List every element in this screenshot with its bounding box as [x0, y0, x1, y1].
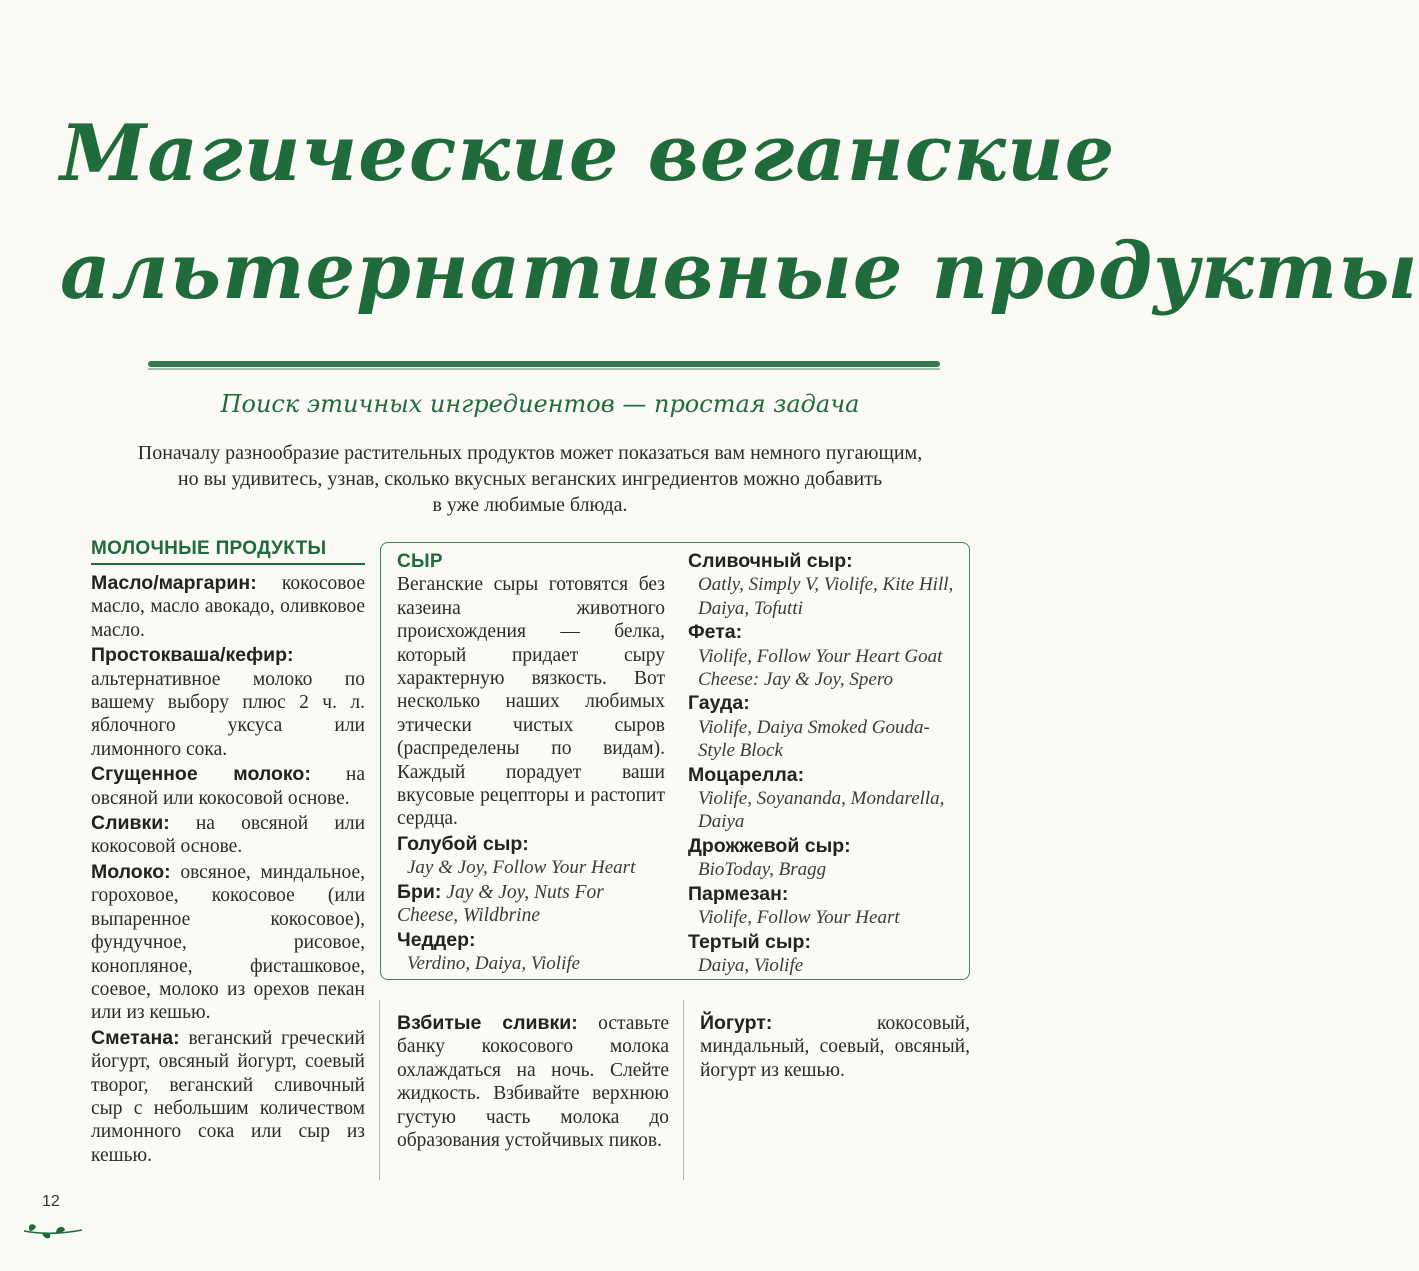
column-divider [379, 1000, 380, 1180]
title-underline-shadow [148, 368, 940, 370]
dairy-item-text: овсяное, миндальное, гороховое, кокосовое (или выпаренное кокосовое), фундучное, рисовое, конопляное, фисташковое, соевое, молоко из орехов пекан или из кешью. [91, 861, 365, 1024]
intro-line-2: но вы удивитесь, узнав, сколько вкусных веганских ингредиентов можно добавить [177, 468, 883, 490]
dairy-item-text: альтернативное молоко по вашему выбору плюс 2 ч. л. яблочного уксуса или лимонного сока. [91, 668, 365, 760]
dairy-item-label: Сметана: [91, 1026, 180, 1049]
cheese-intro: Веганские сыры готовятся без казеина животного происхождения — белка, который придает сыру характерную вязкость. Вот несколько наших любимых этически чистых сыров (распределены по видам). Каждый порадует ваши вкусовые рецепторы и растопит сердца. [397, 574, 665, 830]
cheese-label: Тертый сыр: [688, 930, 811, 953]
dairy-item-label: Молоко: [91, 860, 171, 883]
dairy-item-buttermilk [91, 644, 365, 761]
whipped-cream-text: оставьте банку кокосового молока охлаждаться на ночь. Слейте жидкость. Взбивайте верхнюю густую часть молока до образования устойчивых пиков. [397, 1013, 669, 1152]
cheese-brands: Violife, Soyananda, Mondarella, Daiya [698, 788, 945, 833]
dairy-item-sour-cream [91, 1027, 365, 1167]
cheese-entry-brie [397, 881, 665, 928]
cheese-entry-gouda [688, 692, 958, 762]
cheese-entry-yeast [688, 835, 958, 882]
cheese-entry-mozzarella [688, 764, 958, 834]
cheese-brands: Violife, Follow Your Heart [698, 907, 900, 929]
whipped-cream-section [397, 1012, 669, 1152]
cheese-brands: Daiya, Violife [698, 954, 804, 976]
dairy-item-text: на овсяной или кокосовой основе. [91, 813, 366, 858]
cheese-label: Бри: [397, 880, 442, 903]
dairy-item-milk [91, 861, 365, 1025]
title-underline [148, 361, 940, 367]
cheese-label: Фета: [688, 621, 743, 644]
cheese-right-column [688, 550, 958, 978]
cheese-brands: Verdino, Daiya, Violife [407, 952, 581, 974]
cheese-entry-parmesan [688, 883, 958, 930]
cheese-brands: Jay & Joy, Follow Your Heart [407, 857, 636, 879]
dairy-item-label: Сливки: [91, 812, 170, 835]
title-line-1: Магические веганские [60, 108, 1116, 199]
cheese-brands: Oatly, Simply V, Violife, Kite Hill, Daiya, Tofutti [698, 574, 954, 619]
dairy-item-label: Масло/маргарин: [91, 572, 257, 594]
intro-paragraph [80, 440, 980, 518]
page-number: 12 [42, 1193, 60, 1210]
cheese-label: Пармезан: [688, 882, 789, 905]
page-title [60, 95, 1419, 331]
dairy-item-butter [91, 572, 365, 642]
yogurt-label: Йогурт: [700, 1012, 773, 1034]
cheese-entry-grated [688, 931, 958, 978]
cheese-entry-blue [397, 833, 665, 880]
cheese-brands: Violife, Follow Your Heart Goat Cheese: Jay & Joy, Spero [698, 645, 943, 691]
cheese-brands: BioToday, Bragg [698, 859, 827, 881]
cheese-entry-feta [688, 621, 958, 691]
intro-line-3: в уже любимые блюда. [432, 494, 628, 516]
subtitle: Поиск этичных ингредиентов — простая задача [220, 390, 860, 418]
dairy-item-text: веганский греческий йогурт, овсяный йогурт, соевый творог, веганский сливочный сыр с небольшим количеством лимонного сока или сыр из кешью. [91, 1027, 365, 1166]
dairy-item-condensed-milk [91, 763, 365, 810]
column-divider [683, 1000, 684, 1180]
dairy-item-label: Сгущенное молоко: [91, 763, 311, 786]
dairy-heading: МОЛОЧНЫЕ ПРОДУКТЫ [91, 538, 327, 559]
dairy-item-text: на овсяной или кокосовой основе. [91, 764, 365, 809]
cheese-left-column [397, 550, 665, 976]
cheese-label: Чеддер: [397, 928, 476, 951]
cheese-label: Гауда: [688, 692, 750, 715]
dairy-item-cream [91, 812, 365, 859]
cheese-label: Моцарелла: [688, 763, 805, 786]
cheese-label: Сливочный сыр: [688, 550, 853, 572]
leaf-vine-icon [22, 1218, 84, 1242]
cheese-label: Дрожжевой сыр: [688, 834, 851, 857]
cheese-brands: Violife, Daiya Smoked Gouda-Style Block [698, 716, 930, 762]
yogurt-section [700, 1012, 970, 1082]
dairy-item-text: кокосовое масло, масло авокадо, оливковое масло. [91, 573, 365, 641]
whipped-cream-label: Взбитые сливки: [397, 1012, 578, 1034]
title-line-2: альтернативные продукты [60, 226, 1419, 317]
dairy-item-label: Простокваша/кефир: [91, 644, 294, 667]
cheese-entry-cheddar [397, 929, 665, 976]
dairy-heading-rule [91, 563, 365, 565]
dairy-list [91, 572, 365, 1169]
cheese-entry-cream-cheese [688, 550, 958, 620]
cheese-heading: СЫР [397, 551, 443, 572]
yogurt-text: кокосовый, миндальный, соевый, овсяный, йогурт из кешью. [700, 1013, 970, 1081]
cheese-label: Голубой сыр: [397, 832, 529, 855]
intro-line-1: Поначалу разнообразие растительных продуктов может показаться вам немного пугающим, [137, 442, 923, 464]
cheese-brands: Jay & Joy, Nuts For Cheese, Wildbrine [397, 881, 604, 927]
